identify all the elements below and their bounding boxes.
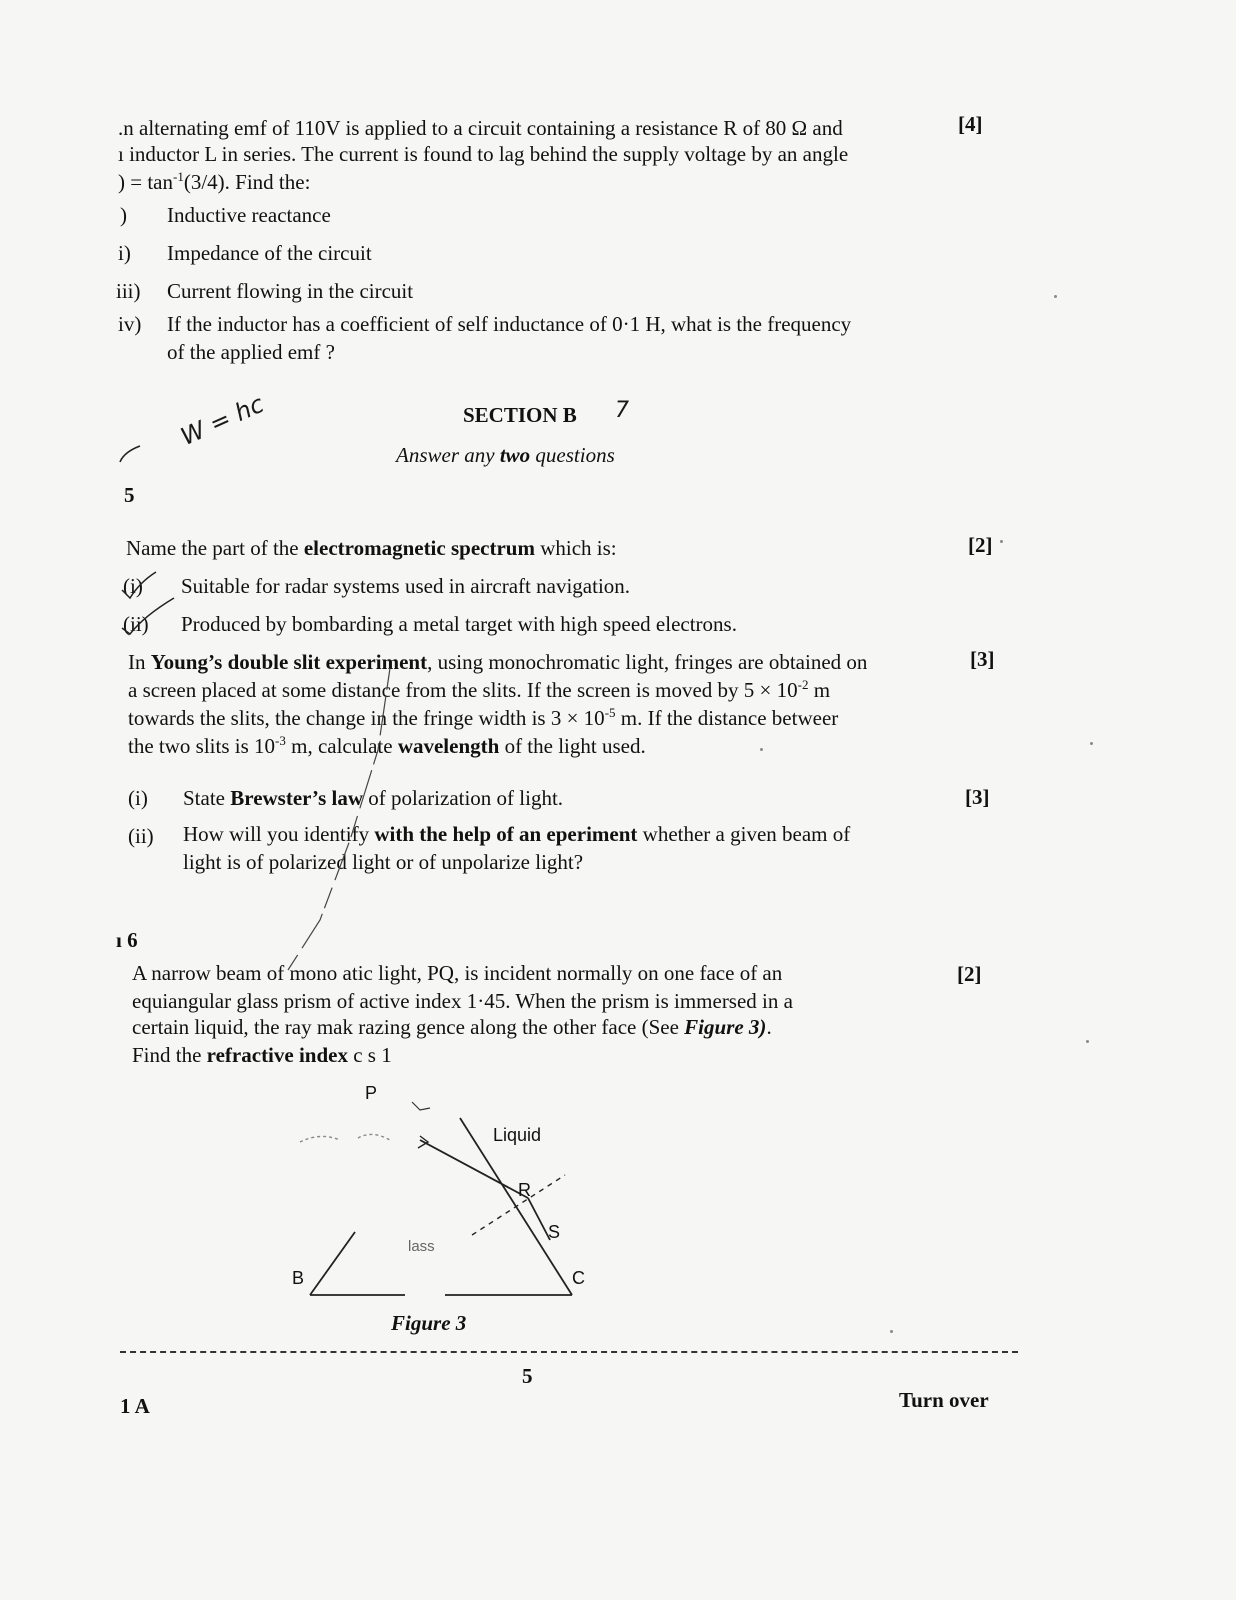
q5b-line-2: a screen placed at some distance from the slits. If the screen is moved by $5 \times 10^{-2}$ m — [128, 677, 831, 702]
paper-code: 1 A — [120, 1394, 150, 1418]
handwritten-item-ticks — [118, 568, 178, 638]
scan-speck — [1000, 540, 1003, 543]
figure-label-r: R — [518, 1180, 531, 1200]
q4-item-1-num: ) — [120, 203, 127, 227]
q5-number: 5 — [124, 483, 135, 507]
handwritten-angle-mark — [412, 1102, 430, 1110]
q6-line-4: Find the refractive index c s 1 — [132, 1043, 392, 1067]
q5c-ii-line-1: How will you identify with the help of an eperiment whether a given beam of — [183, 822, 851, 846]
q4-item-3-text: Current flowing in the circuit — [167, 279, 414, 303]
faded-print-smudge — [300, 1134, 390, 1142]
scan-speck — [1086, 1040, 1089, 1043]
section-instruction: Answer any two questions — [396, 443, 615, 467]
handwritten-tick-mark — [118, 442, 142, 466]
scan-speck — [1054, 295, 1057, 298]
figure-label-s: S — [548, 1222, 561, 1242]
turn-over-label: Turn over — [899, 1388, 989, 1412]
prism-left-face — [310, 1232, 355, 1295]
q5a-mark: [2] — [968, 533, 993, 557]
q5b-line-4: the two slits is $10^{-3}$ m, calculate wavelength of the light used. — [128, 733, 646, 758]
refracted-ray — [528, 1198, 550, 1240]
figure-label-p: P — [365, 1083, 378, 1103]
figure-label-c: C — [572, 1268, 585, 1288]
pencil-stroke — [280, 660, 400, 980]
q5b-mark: [3] — [970, 647, 995, 671]
q4-item-2-text: Impedance of the circuit — [167, 241, 372, 265]
scan-speck — [1090, 742, 1093, 745]
q6-line-3: certain liquid, the ray mak razing gence along the other face (See Figure 3). — [132, 1015, 772, 1039]
q5a-item-2-num: (ii) — [123, 612, 149, 636]
q5a-item-1-text: Suitable for radar systems used in aircraft navigation. — [181, 574, 631, 598]
figure-label-b: B — [292, 1268, 305, 1288]
handwritten-formula: W = hc — [176, 389, 268, 451]
q5c-ii-num: (ii) — [128, 824, 154, 848]
q4-item-4-num: iv) — [118, 312, 142, 336]
q6-line-1: A narrow beam of mono atic light, PQ, is incident normally on one face of an — [132, 961, 783, 985]
q4-intro-line-2: ı inductor L in series. The current is found to lag behind the supply voltage by an angle — [118, 142, 849, 166]
footer-divider — [120, 1351, 1018, 1353]
q5c-i-num: (i) — [128, 786, 148, 810]
q4-item-3-num: iii) — [116, 279, 141, 303]
figure-3-diagram — [280, 1080, 640, 1310]
q5c-i-text: State Brewster’s law of polarization of light. — [183, 786, 564, 810]
q5b-line-3: towards the slits, the change in the fringe width is $3 \times 10^{-5}$ m. If the distance betweer — [128, 705, 839, 730]
incident-ray — [420, 1140, 528, 1198]
q4-item-4-cont: of the applied emf ? — [167, 340, 335, 364]
q4-item-4-text: If the inductor has a coefficient of self inductance of 0·1 H, what is the frequency — [167, 312, 852, 336]
q6-number: ı 6 — [116, 928, 138, 952]
scan-speck — [760, 748, 763, 751]
q6-line-2: equiangular glass prism of active index 1·45. When the prism is immersed in a — [132, 989, 793, 1013]
q5c-ii-line-2: light is of polarized light or of unpolarize light? — [183, 850, 584, 874]
q5b-line-1: In Young’s double slit experiment, using monochromatic light, fringes are obtained on — [128, 650, 868, 674]
q5a-stem: Name the part of the electromagnetic spectrum which is: — [126, 536, 617, 560]
section-title: SECTION B — [463, 403, 577, 427]
figure-label-glass: lass — [408, 1238, 435, 1255]
q5a-item-1-num: (i) — [123, 574, 143, 598]
q5a-item-2-text: Produced by bombarding a metal target with high speed electrons. — [181, 612, 737, 636]
q4-mark: [4] — [958, 112, 983, 136]
q4-intro-line-1: .n alternating emf of 110V is applied to a circuit containing a resistance R of 80 Ω and — [118, 116, 843, 140]
figure-caption: Figure 3 — [391, 1311, 467, 1335]
q6-mark: [2] — [957, 962, 982, 986]
handwritten-seven: 7 — [615, 398, 629, 423]
q4-item-2-num: i) — [118, 241, 131, 265]
q4-item-1-text: Inductive reactance — [167, 203, 331, 227]
scan-speck — [890, 1330, 893, 1333]
page-number: 5 — [522, 1364, 533, 1388]
q4-intro-line-3: ) = $\tan^{-1}(3/4)$. Find the: — [118, 169, 311, 194]
figure-label-liquid: Liquid — [493, 1125, 542, 1145]
q5c-mark: [3] — [965, 785, 990, 809]
